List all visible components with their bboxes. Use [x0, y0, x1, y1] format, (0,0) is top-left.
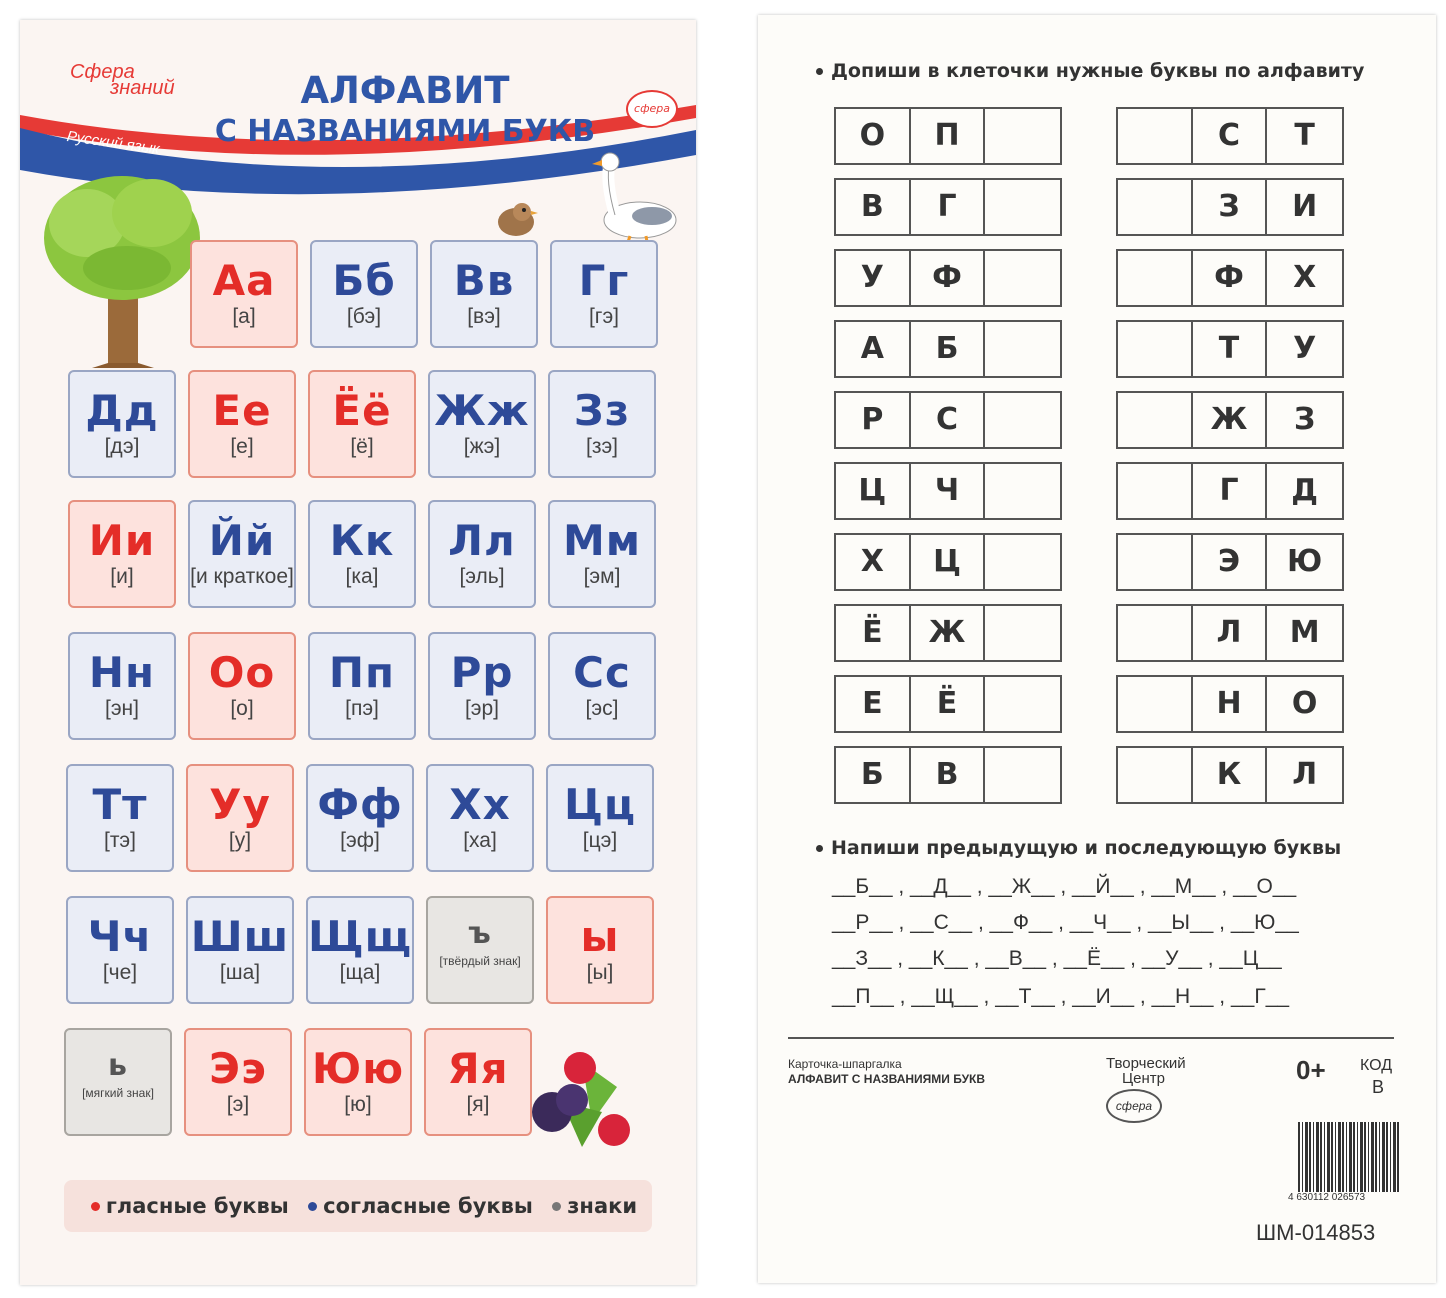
letter-grid-row	[1116, 746, 1344, 804]
tile-letter: Аа	[212, 256, 276, 305]
tile-letter: Гг	[578, 256, 630, 305]
grid-cell: С	[1193, 109, 1268, 163]
grid-cell: Д	[1291, 473, 1319, 508]
letter-grid-row	[1116, 249, 1344, 307]
letter-grid-row	[1116, 391, 1344, 449]
tile-name: [ы]	[586, 961, 614, 984]
letter-tile	[548, 370, 656, 478]
tile-name: [ё]	[350, 435, 374, 458]
publisher-logo: сфера	[1106, 1089, 1162, 1123]
tile-name: [э]	[226, 1093, 250, 1116]
grid-cell: П	[911, 109, 986, 163]
grid-cell: Х	[1293, 260, 1317, 295]
tile-letter: Чч	[87, 912, 153, 961]
tile-name: [гэ]	[588, 305, 620, 328]
grid-cell-blank[interactable]	[985, 677, 1060, 731]
letter-tile	[188, 632, 296, 740]
letter-grid-row	[834, 604, 1062, 662]
tile-name: [мягкий знак]	[82, 1086, 154, 1100]
tile-name: [ша]	[219, 961, 261, 984]
letter-tile	[546, 764, 654, 872]
tile-name: [у]	[228, 829, 252, 852]
grid-cell: А	[836, 322, 911, 376]
tile-letter: Фф	[317, 780, 403, 829]
tile-name: [тэ]	[103, 829, 136, 852]
exercise-line-1: __Б__ , __Д__ , __Ж__ , __Й__ , __М__ , __О__	[832, 875, 1297, 898]
grid-cell-blank[interactable]	[985, 748, 1060, 802]
grid-cell-blank[interactable]	[985, 322, 1060, 376]
grid-cell: В	[836, 180, 911, 234]
tile-letter: Ее	[212, 386, 272, 435]
tile-letter: Нн	[88, 648, 156, 697]
grid-cell: З	[1294, 402, 1316, 437]
tile-letter: Зз	[573, 386, 631, 435]
tile-name: [эф]	[340, 829, 380, 852]
grid-cell: О	[1291, 686, 1318, 721]
exercise-line-3: __З__ , __К__ , __В__ , __Ё__ , __У__ , __Ц__	[832, 947, 1282, 970]
letter-grid-row	[834, 746, 1062, 804]
grid-cell: Ч	[911, 464, 986, 518]
grid-cell-blank[interactable]	[1118, 180, 1193, 234]
grid-cell: К	[1193, 748, 1268, 802]
letter-grid-row	[1116, 533, 1344, 591]
tile-name: [ха]	[463, 829, 497, 852]
tile-name: [а]	[232, 305, 256, 328]
grid-cell: У	[1293, 331, 1317, 366]
publisher-line1: Творческий	[1106, 1055, 1186, 1072]
grid-cell: Б	[911, 322, 986, 376]
letter-grid-row	[1116, 675, 1344, 733]
letter-grid-row	[1116, 604, 1344, 662]
letter-grid-row	[834, 391, 1062, 449]
bullet-icon	[816, 845, 823, 852]
legend-signs: знаки	[567, 1194, 638, 1218]
back-card	[758, 15, 1436, 1283]
age-rating: 0+	[1296, 1055, 1326, 1085]
letter-tile	[308, 500, 416, 608]
tile-letter: Тт	[92, 780, 148, 829]
letter-tile	[428, 632, 536, 740]
berries-illustration	[522, 1042, 642, 1152]
brand-line1: Сфера	[70, 61, 135, 83]
grid-cell: В	[911, 748, 986, 802]
task1-heading	[816, 60, 1364, 82]
tile-name: [бэ]	[346, 305, 382, 328]
grid-cell: Б	[836, 748, 911, 802]
grid-cell: С	[911, 393, 986, 447]
consonant-dot-icon	[308, 1202, 317, 1211]
grid-cell: Ё	[836, 606, 911, 660]
tile-name: [дэ]	[104, 435, 140, 458]
title-line2: С НАЗВАНИЯМИ БУКВ	[214, 114, 596, 149]
barcode	[1298, 1122, 1400, 1192]
tile-letter: Ии	[88, 516, 156, 565]
letter-tile	[308, 632, 416, 740]
exercise-line-4: __П__ , __Щ__ , __Т__ , __И__ , __Н__ , __Г__	[832, 985, 1290, 1008]
tile-letter: ь	[108, 1048, 128, 1083]
grid-cell-blank[interactable]	[985, 109, 1060, 163]
tile-name: [эс]	[585, 697, 619, 720]
page-title	[170, 70, 640, 152]
footer-title: АЛФАВИТ С НАЗВАНИЯМИ БУКВ	[788, 1072, 986, 1086]
grid-cell-blank[interactable]	[1118, 251, 1193, 305]
grid-cell: Ц	[836, 464, 911, 518]
grid-cell: О	[836, 109, 911, 163]
tile-name: [эль]	[459, 565, 505, 588]
letter-tile	[306, 764, 414, 872]
grid-cell: Л	[1292, 757, 1318, 792]
grid-cell-blank[interactable]	[985, 180, 1060, 234]
tile-letter: ъ	[468, 916, 492, 951]
tile-name: [и краткое]	[190, 565, 294, 588]
grid-cell: Ж	[1193, 393, 1268, 447]
tile-letter: Сс	[573, 648, 631, 697]
grid-cell-blank[interactable]	[985, 535, 1060, 589]
tile-name: [о]	[230, 697, 254, 720]
letter-grid-row	[834, 178, 1062, 236]
grid-cell-blank[interactable]	[1118, 109, 1193, 163]
tile-letter: Цц	[563, 780, 637, 829]
tile-name: [твёрдый знак]	[439, 954, 521, 968]
grid-cell: Л	[1193, 606, 1268, 660]
task1-text: Допиши в клеточки нужные буквы по алфавиту	[831, 60, 1365, 82]
tile-name: [че]	[102, 961, 138, 984]
grid-cell: Н	[1193, 677, 1268, 731]
tile-name: [ща]	[339, 961, 381, 984]
grid-cell: Ф	[911, 251, 986, 305]
grid-cell: Т	[1294, 118, 1315, 153]
letter-grid-row	[834, 675, 1062, 733]
tree-illustration	[42, 168, 202, 368]
grid-cell-blank[interactable]	[1118, 464, 1193, 518]
divider	[788, 1037, 1394, 1039]
goose-illustration	[590, 150, 680, 250]
grid-cell-blank[interactable]	[985, 393, 1060, 447]
grid-cell-blank[interactable]	[1118, 677, 1193, 731]
letter-grid-row	[834, 462, 1062, 520]
letter-tile	[184, 1028, 292, 1136]
grid-cell-blank[interactable]	[985, 251, 1060, 305]
letter-grid-row	[1116, 178, 1344, 236]
grid-cell: Ё	[911, 677, 986, 731]
grid-cell-blank[interactable]	[1118, 322, 1193, 376]
grid-cell: Г	[1193, 464, 1268, 518]
grid-cell: М	[1289, 615, 1320, 650]
letter-tile	[68, 370, 176, 478]
letter-tile	[428, 370, 536, 478]
grid-cell: И	[1292, 189, 1318, 224]
grid-cell: У	[836, 251, 911, 305]
grid-cell-blank[interactable]	[1118, 748, 1193, 802]
grid-cell-blank[interactable]	[985, 464, 1060, 518]
grid-cell: Г	[911, 180, 986, 234]
letter-tile	[188, 500, 296, 608]
grid-cell: Ж	[911, 606, 986, 660]
sku: ШМ-014853	[1256, 1220, 1376, 1245]
tile-letter: Шш	[190, 912, 290, 961]
letter-tile	[186, 896, 294, 1004]
brand-line2: знаний	[110, 77, 175, 99]
tile-name: [эн]	[105, 697, 139, 720]
grid-cell-blank[interactable]	[1118, 535, 1193, 589]
letter-grid-row	[1116, 462, 1344, 520]
letter-tile	[426, 896, 534, 1004]
grid-cell: Ц	[911, 535, 986, 589]
tile-letter: Йй	[208, 516, 276, 565]
legend	[64, 1180, 652, 1232]
sign-dot-icon	[552, 1202, 561, 1211]
grid-cell: Ф	[1193, 251, 1268, 305]
grid-cell-blank[interactable]	[1118, 606, 1193, 660]
tile-name: [жэ]	[463, 435, 501, 458]
code-label: КОД	[1360, 1057, 1393, 1074]
grid-cell: Э	[1193, 535, 1268, 589]
exercise-line-2: __Р__ , __С__ , __Ф__ , __Ч__ , __Ы__ , __Ю__	[832, 911, 1299, 934]
legend-consonants: согласные буквы	[323, 1194, 533, 1218]
tile-name: [эм]	[583, 565, 621, 588]
letter-grid-row	[834, 320, 1062, 378]
tile-name: [ю]	[344, 1093, 372, 1116]
tile-letter: Юю	[311, 1044, 405, 1093]
brand-logo	[70, 61, 175, 99]
letter-grid-row	[1116, 107, 1344, 165]
title-line1: АЛФАВИТ	[300, 69, 510, 112]
letter-tile	[68, 632, 176, 740]
letter-grid-row	[834, 249, 1062, 307]
letter-tile	[548, 632, 656, 740]
task2-text: Напиши предыдущую и последующую буквы	[831, 837, 1342, 859]
tile-letter: Ээ	[209, 1044, 267, 1093]
tile-name: [ка]	[345, 565, 379, 588]
letter-grid-row	[1116, 320, 1344, 378]
tile-name: [и]	[110, 565, 134, 588]
letter-tile	[424, 1028, 532, 1136]
front-card	[20, 20, 696, 1285]
tile-letter: Жж	[434, 386, 530, 435]
tile-name: [зэ]	[585, 435, 618, 458]
letter-tile	[306, 896, 414, 1004]
barcode-number: 4 630112 026573	[1288, 1192, 1366, 1203]
subject-label: Русский язык	[65, 128, 161, 158]
letter-tile	[186, 764, 294, 872]
tile-letter: Яя	[447, 1044, 509, 1093]
legend-vowels: гласные буквы	[105, 1194, 289, 1218]
letter-tile	[190, 240, 298, 348]
letter-tile	[66, 764, 174, 872]
letter-tile	[546, 896, 654, 1004]
tile-letter: Лл	[448, 516, 516, 565]
letter-tile	[426, 764, 534, 872]
letter-tile	[548, 500, 656, 608]
tile-name: [вэ]	[467, 305, 501, 328]
letter-tile	[66, 896, 174, 1004]
tile-letter: ы	[580, 912, 620, 961]
bullet-icon	[816, 68, 823, 75]
tile-letter: Уу	[209, 780, 271, 829]
grid-cell: З	[1193, 180, 1268, 234]
bird-illustration	[492, 198, 540, 238]
code-value: В	[1372, 1077, 1385, 1097]
letter-tile	[430, 240, 538, 348]
tile-name: [е]	[230, 435, 254, 458]
tile-letter: Пп	[328, 648, 396, 697]
grid-cell: Х	[836, 535, 911, 589]
letter-tile	[304, 1028, 412, 1136]
tile-name: [я]	[466, 1093, 490, 1116]
letter-tile	[68, 500, 176, 608]
letter-grid-row	[834, 107, 1062, 165]
publisher-line2: Центр	[1122, 1070, 1165, 1087]
grid-cell: Р	[836, 393, 911, 447]
letter-tile	[308, 370, 416, 478]
tile-letter: Ёё	[332, 386, 392, 435]
tile-letter: Мм	[562, 516, 642, 565]
tile-letter: Щщ	[308, 912, 413, 961]
tile-letter: Рр	[450, 648, 514, 697]
tile-letter: Хх	[449, 780, 511, 829]
letter-tile	[428, 500, 536, 608]
grid-cell-blank[interactable]	[1118, 393, 1193, 447]
grid-cell: Ю	[1287, 544, 1323, 579]
letter-tile	[64, 1028, 172, 1136]
letter-grid-row	[834, 533, 1062, 591]
task2-heading	[816, 837, 1341, 859]
tile-letter: Оо	[208, 648, 276, 697]
vowel-dot-icon	[91, 1202, 100, 1211]
tile-letter: Вв	[453, 256, 515, 305]
footer-type: Карточка-шпаргалка	[788, 1057, 902, 1071]
grid-cell-blank[interactable]	[985, 606, 1060, 660]
tile-name: [эр]	[464, 697, 500, 720]
tile-name: [пэ]	[345, 697, 379, 720]
grid-cell: Т	[1193, 322, 1268, 376]
letter-tile	[550, 240, 658, 348]
tile-letter: Бб	[332, 256, 396, 305]
tile-letter: Кк	[329, 516, 395, 565]
letter-tile	[188, 370, 296, 478]
tile-name: [цэ]	[582, 829, 618, 852]
tile-letter: Дд	[85, 386, 159, 435]
sfera-logo: сфера	[626, 90, 678, 128]
grid-cell: Е	[836, 677, 911, 731]
letter-tile	[310, 240, 418, 348]
